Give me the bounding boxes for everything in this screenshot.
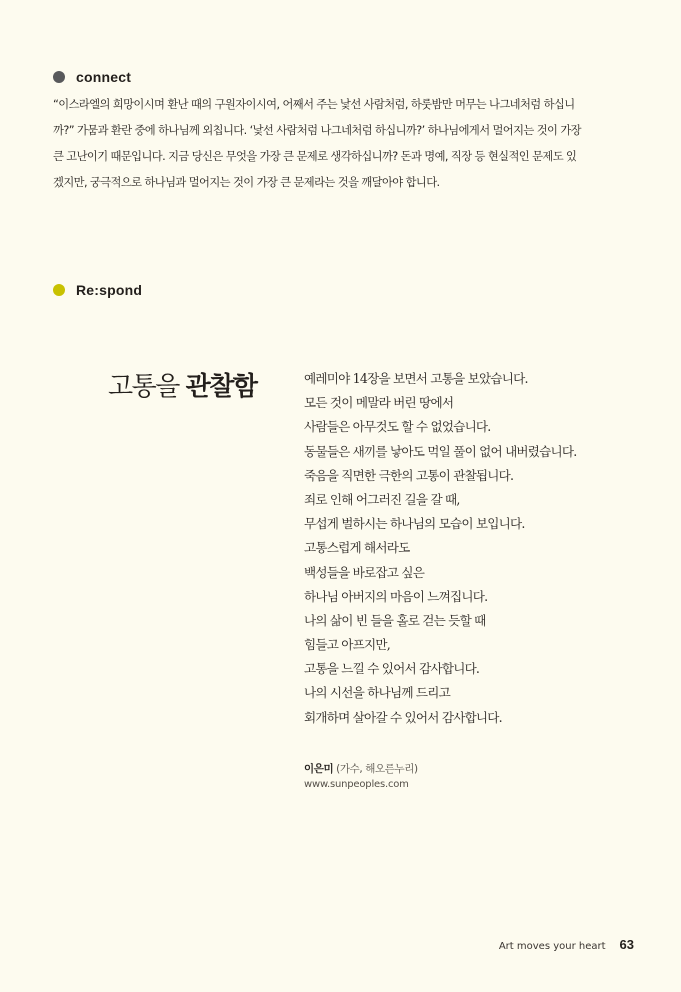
author-credit xyxy=(304,761,418,777)
connect-section-header xyxy=(53,68,131,86)
poem-line: 죄로 인해 어그러진 길을 갈 때, xyxy=(304,491,460,507)
connect-heading: connect xyxy=(76,69,132,85)
connect-line: 큰 고난이기 때문입니다. 지금 당신은 무엇을 가장 큰 문제로 생각하십니까? 돈과 명예, 직장 등 현실적인 문제도 있 xyxy=(53,150,577,163)
poem-line: 하나님 아버지의 마음이 느껴집니다. xyxy=(304,588,488,604)
poem-line: 모든 것이 메말라 버린 땅에서 xyxy=(304,395,454,411)
poem-line: 동물들은 새끼를 낳아도 먹일 풀이 없어 내버렸습니다. xyxy=(304,443,577,459)
connect-line: 겠지만, 궁극적으로 하나님과 멀어지는 것이 가장 큰 문제라는 것을 깨달아야 합니다. xyxy=(53,176,440,189)
respond-bullet-icon xyxy=(53,284,65,296)
author-name: 이은미 xyxy=(304,763,334,775)
poem-body xyxy=(304,367,576,730)
respond-heading: Re:spond xyxy=(76,282,143,298)
poem-line: 고통을 느낄 수 있어서 감사합니다. xyxy=(304,661,480,677)
page-number: 63 xyxy=(619,937,634,952)
poem-line: 나의 시선을 하나님께 드리고 xyxy=(304,685,450,701)
poem-title-part1: 고통을 xyxy=(108,372,186,402)
poem-line: 고통스럽게 해서라도 xyxy=(304,540,410,556)
respond-section-header xyxy=(53,281,142,299)
poem-line: 죽음을 직면한 극한의 고통이 관찰됩니다. xyxy=(304,467,514,483)
connect-paragraph xyxy=(53,92,643,196)
poem-line: 백성들을 바로잡고 싶은 xyxy=(304,564,425,580)
poem-line: 예레미야 14장을 보면서 고통을 보았습니다. xyxy=(304,371,528,386)
poem-line: 회개하며 살아갈 수 있어서 감사합니다. xyxy=(304,709,502,725)
poem-line: 무섭게 벌하시는 하나님의 모습이 보입니다. xyxy=(304,516,525,532)
page-footer xyxy=(499,937,634,952)
author-role: (가수, 해오른누리) xyxy=(333,763,418,775)
footer-tagline: Art moves your heart xyxy=(498,941,606,952)
poem-title-part2: 관찰함 xyxy=(185,372,257,402)
connect-line: 까?” 가뭄과 환란 중에 하나님께 외칩니다. ‘낯선 사람처럼 나그네처럼 하십니까?’ 하나님에게서 멀어지는 것이 가장 xyxy=(53,124,581,137)
poem-title xyxy=(108,366,256,403)
poem-line: 힘들고 아프지만, xyxy=(304,637,390,653)
poem-line: 나의 삶이 빈 들을 홀로 걷는 듯할 때 xyxy=(304,612,486,628)
author-website: www.sunpeoples.com xyxy=(304,779,409,790)
poem-line: 사람들은 아무것도 할 수 없었습니다. xyxy=(304,419,491,435)
connect-bullet-icon xyxy=(53,71,65,83)
connect-line: “이스라엘의 희망이시며 환난 때의 구원자이시여, 어째서 주는 낯선 사람처럼, 하룻밤만 머무는 나그네처럼 하십니 xyxy=(53,98,575,111)
